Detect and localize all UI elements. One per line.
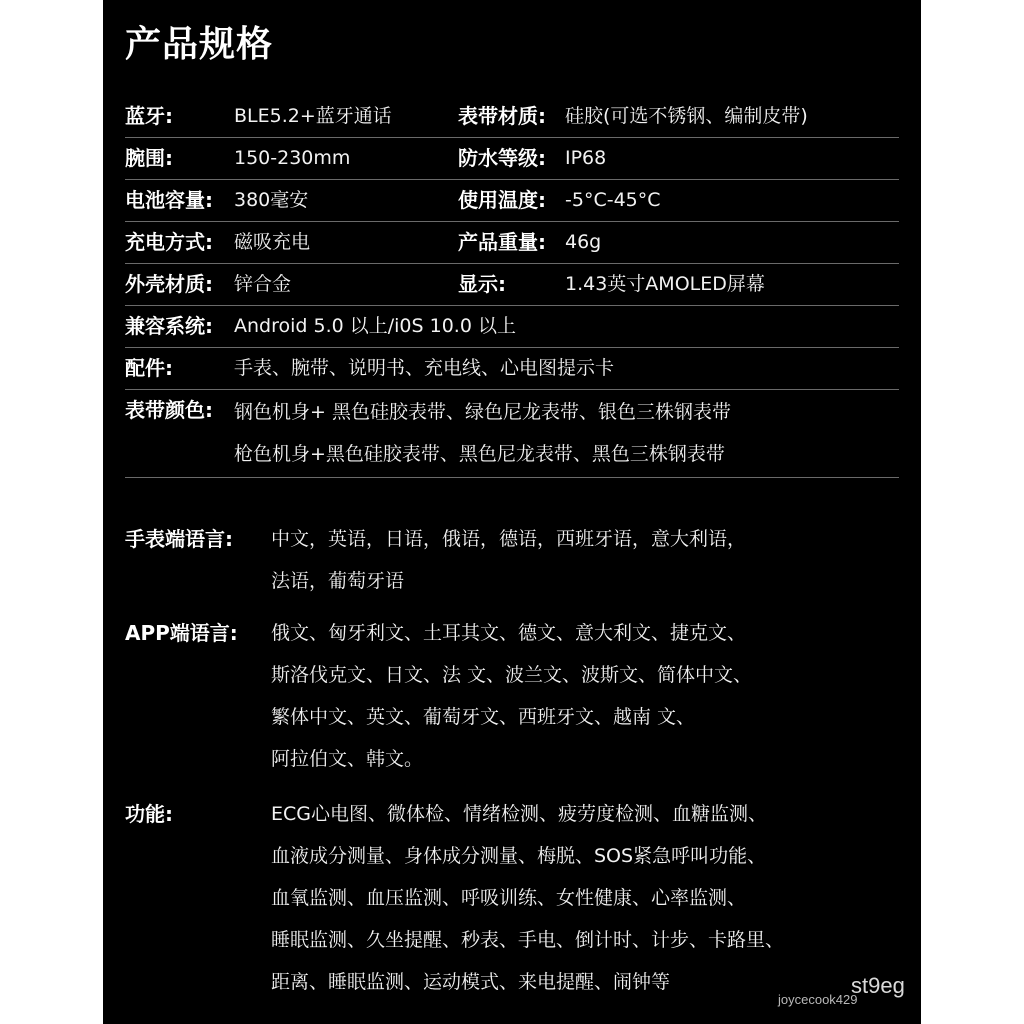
waterproof-label: 防水等级: <box>458 146 546 170</box>
app-lang-line: 斯洛伐克文、日文、法 文、波兰文、波斯文、简体中文、 <box>271 664 753 686</box>
page-title: 产品规格 <box>125 24 274 65</box>
spec-row <box>125 95 899 138</box>
watch-lang-line: 法语，葡萄牙语 <box>271 570 405 592</box>
app-lang-values <box>271 612 752 780</box>
display-label: 显示: <box>458 272 506 296</box>
accessories-label: 配件: <box>125 356 173 380</box>
watch-lang-line: 中文，英语，日语，俄语，德语，西班牙语，意大利语， <box>271 528 747 550</box>
spec-row <box>125 179 899 222</box>
accessories-value: 手表、腕带、说明书、充电线、心电图提示卡 <box>234 357 615 379</box>
weight-label: 产品重量: <box>458 230 546 254</box>
functions-line: 血氧监测、血压监测、呼吸训练、女性健康、心率监测、 <box>271 887 747 909</box>
functions-values <box>271 793 784 1003</box>
colors-line: 钢色机身+ 黑色硅胶表带、绿色尼龙表带、银色三株钢表带 <box>234 401 731 423</box>
temperature-label: 使用温度: <box>458 188 546 212</box>
app-lang-label: APP端语言: <box>125 621 238 645</box>
display-value: 1.43英寸AMOLED屏幕 <box>565 273 765 295</box>
app-lang-line: 俄文、匈牙利文、土耳其文、德文、意大利文、捷克文、 <box>271 622 747 644</box>
spec-row <box>125 221 899 264</box>
bluetooth-label: 蓝牙: <box>125 104 173 128</box>
functions-line: 睡眠监测、久坐提醒、秒表、手电、倒计时、计步、卡路里、 <box>271 929 785 951</box>
spec-panel <box>103 0 921 1024</box>
shell-label: 外壳材质: <box>125 272 213 296</box>
functions-line: 血液成分测量、身体成分测量、梅脱、SOS紧急呼叫功能、 <box>271 845 767 867</box>
shell-value: 锌合金 <box>234 273 292 295</box>
strap-material-label: 表带材质: <box>458 104 546 128</box>
app-lang-line: 繁体中文、英文、葡萄牙文、西班牙文、越南 文、 <box>271 706 696 728</box>
wrist-value: 150-230mm <box>234 147 351 169</box>
temperature-value: -5°C-45°C <box>565 189 661 211</box>
colors-values <box>234 391 731 475</box>
charging-value: 磁吸充电 <box>234 231 311 253</box>
watermark-sub: joycecook429 <box>778 992 858 1007</box>
spec-row <box>125 263 899 306</box>
functions-label: 功能: <box>125 802 173 826</box>
charging-label: 充电方式: <box>125 230 213 254</box>
battery-value: 380毫安 <box>234 189 309 211</box>
spec-row-colors <box>125 389 899 478</box>
spec-row <box>125 347 899 390</box>
compat-value: Android 5.0 以上/i0S 10.0 以上 <box>234 315 516 337</box>
app-lang-line: 阿拉伯文、韩文。 <box>271 748 424 770</box>
waterproof-value: IP68 <box>565 147 607 169</box>
weight-value: 46g <box>565 231 602 253</box>
watch-lang-values <box>271 518 746 602</box>
functions-line: 距离、睡眠监测、运动模式、来电提醒、闹钟等 <box>271 971 671 993</box>
colors-label: 表带颜色: <box>125 398 213 422</box>
watermark-main: st9eg <box>851 973 905 998</box>
bluetooth-value: BLE5.2+蓝牙通话 <box>234 105 392 127</box>
wrist-label: 腕围: <box>125 146 173 170</box>
watch-lang-label: 手表端语言: <box>125 527 233 551</box>
spec-row <box>125 305 899 348</box>
battery-label: 电池容量: <box>125 188 213 212</box>
strap-material-value: 硅胶(可选不锈钢、编制皮带) <box>565 105 808 127</box>
colors-line: 枪色机身+黑色硅胶表带、黑色尼龙表带、黑色三株钢表带 <box>234 443 725 465</box>
functions-line: ECG心电图、微体检、情绪检测、疲劳度检测、血糖监测、 <box>271 803 767 825</box>
compat-label: 兼容系统: <box>125 314 213 338</box>
spec-row <box>125 137 899 180</box>
